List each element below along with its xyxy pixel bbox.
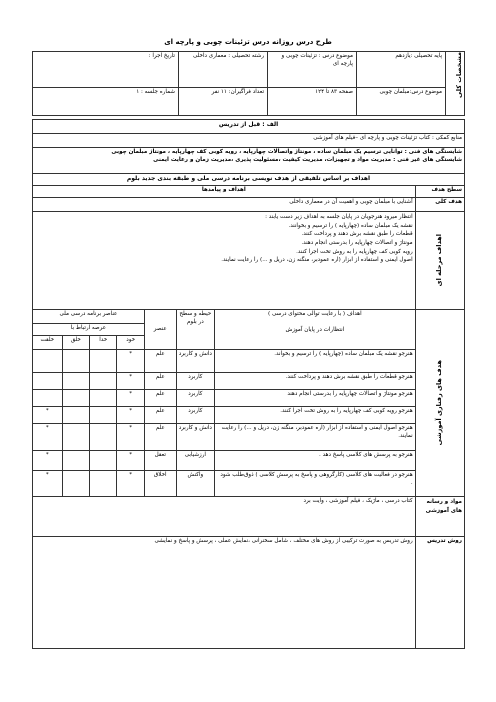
pages-cell: صفحه ۸۳ تا ۱۲۴ <box>268 88 357 116</box>
learners-cell: تعداد فراگیران: ۱۱ نفر <box>179 88 268 116</box>
goals-seq-header: اهداف ( با رعایت توالی محتوای درسی ) <box>268 311 362 317</box>
table-row <box>33 373 465 390</box>
row-creation <box>62 350 89 373</box>
expectations-header: انتظارات در پایان آموزش <box>285 326 345 333</box>
page-title: طرح درس روزانه درس تزئینات چوبی و پارچه ای <box>164 38 332 46</box>
row-self: * <box>117 350 144 373</box>
field-cell: رشته تحصیلی : معماری داخلی <box>179 52 268 88</box>
grade-cell: پایه تحصیلی :یازدهم <box>357 52 446 88</box>
session-cell: شماره جلسه : ۱ <box>33 88 179 116</box>
row-creation <box>62 424 89 451</box>
god-header: خدا <box>90 336 117 350</box>
nature-header: خلقت <box>33 336 63 350</box>
row-goal: هنرجو مونتاژ و اتصالات چهارپایه را بدرستی انجام دهند <box>215 390 416 407</box>
row-creation <box>62 407 89 424</box>
general-section-label: مشخصات کلی <box>455 52 464 98</box>
row-element: علم <box>144 407 176 424</box>
row-goal: هنرجو در فعالیت های کلاسی (کارگروهی و پاسخ به پرسش کلاسی ) ذوق‌طلب شود . <box>215 471 416 497</box>
row-god <box>90 350 117 373</box>
row-domain: کاربرد <box>176 373 214 390</box>
skills-row <box>33 148 465 174</box>
general-section-label-cell <box>446 52 465 116</box>
lesson-topic-cell: موضوع درس : تزئینات چوبی و پارچه ای <box>268 52 357 88</box>
row-self: * <box>117 407 144 424</box>
row-nature: * <box>33 424 63 451</box>
stage-goal-item: قطعات را طبق نقشه برش دهند و پرداخت کنند. <box>301 231 413 238</box>
table-row <box>33 407 465 424</box>
table-row <box>33 471 465 497</box>
creation-header: خلق <box>62 336 89 350</box>
sources-row: منابع کمکی : کتاب تزئینات چوبی و پارچه ای –فیلم های آموزشی <box>33 134 465 148</box>
row-god <box>90 424 117 451</box>
row-goal: هنرجو اصول ایمنی و استفاده از ابزار (اره عمودبر، منگنه زن، دریل و ...) را رعایت نمایند. <box>215 424 416 451</box>
realm-header: عرصه ارتباط با <box>33 324 145 336</box>
national-curriculum-header: عناصر برنامه درسی ملی <box>33 310 145 324</box>
behavior-goals-label-cell <box>415 310 464 497</box>
behavior-goals-label: هدف های رفتاری آموزشی <box>435 360 444 446</box>
goals-label: اهداف و پیامدها <box>33 186 416 198</box>
row-nature <box>33 350 63 373</box>
row-goal: هنرجو قطعات را طبق نقشه برش دهند و پرداخت کنند. <box>215 373 416 390</box>
row-element: علم <box>144 350 176 373</box>
row-god <box>90 407 117 424</box>
non-technical-skills: شایستگی های غیر فنی : مدیریت مواد و تجهیزات، مدیریت کیفیت ،مسئولیت پذیری ،مدیریت زمان و رعایت ایمنی <box>153 156 462 163</box>
row-creation <box>62 451 89 471</box>
row-domain: ارزشیابی <box>176 451 214 471</box>
row-self: * <box>117 471 144 497</box>
general-goal: آشنایی با مبلمان چوبی و اهمیت آن در معماری داخلی <box>33 198 416 212</box>
row-element: علم <box>144 390 176 407</box>
method-label: روش تدریس <box>415 537 464 649</box>
stage-goal-item: انتظار میرود هنرجویان در پایان جلسه به اهداف زیر دست یابند : <box>265 214 413 220</box>
row-goal: هنرجو رویه کوبی کف چهارپایه را به روش تخت اجرا کنند. <box>215 407 416 424</box>
stage-goal-item: رویه کوبی کف چهارپایه را به روش تخت اجرا کنند. <box>296 248 413 255</box>
row-god <box>90 451 117 471</box>
row-self: * <box>117 373 144 390</box>
stage-goal-item: مونتاژ و اتصالات چهارپایه را بدرستی انجام دهند. <box>301 239 413 246</box>
row-creation <box>62 471 89 497</box>
domain-header: حیطه و سطح در بلوم <box>176 310 214 350</box>
row-nature <box>33 373 63 390</box>
stage-goal-item: اصول ایمنی و استفاده از ابزار (اره عمودبر، منگنه زن، دریل و ...) را رعایت نمایند. <box>221 257 413 264</box>
row-nature: * <box>33 451 63 471</box>
general-info-table <box>32 51 465 116</box>
row-goal: هنرجو نقشه یک مبلمان ساده (چهارپایه ) را ترسیم و بخواند. <box>215 350 416 373</box>
table-row <box>33 451 465 471</box>
main-plan-table <box>32 119 465 649</box>
row-nature: * <box>33 407 63 424</box>
self-header: خود <box>117 336 144 350</box>
row-element: علم <box>144 373 176 390</box>
section-a-heading: الف : قبل از تدریس <box>33 120 465 134</box>
date-cell: تاریخ اجرا : <box>33 52 179 88</box>
row-element: اخلاق <box>144 471 176 497</box>
row-self: * <box>117 424 144 451</box>
goal-level-label: سطح هدف <box>415 186 464 198</box>
method-cell: روش تدریس به صورت ترکیبی از روش های مختلف ، شامل سخنرانی ،نمایش عملی ، پرسش و پاسخ و نمایشی <box>33 537 416 649</box>
table-row <box>33 390 465 407</box>
row-element: تعقل <box>144 451 176 471</box>
row-creation <box>62 373 89 390</box>
row-domain: واکنش <box>176 471 214 497</box>
subject-cell: موضوع درس:مبلمان چوبی <box>357 88 446 116</box>
table-row <box>33 424 465 451</box>
row-god <box>90 390 117 407</box>
stage-goals-cell <box>33 212 416 310</box>
row-god <box>90 373 117 390</box>
technical-skills: شایستگی های فنی : توانایی ترسیم یک مبلمان ساده ، مونتاژ واتصالات چهارپایه ، رویه کوبی کف چهارپایه ، مونتاژ مبلمان چوبی <box>111 149 462 155</box>
row-domain: دانش و کاربرد <box>176 424 214 451</box>
stage-goals-label-cell <box>415 212 464 310</box>
row-self: * <box>117 451 144 471</box>
row-goal: هنرجو به پرسش های کلاسی پاسخ دهد . <box>215 451 416 471</box>
row-self: * <box>117 390 144 407</box>
general-goal-label: هدف کلی <box>415 198 464 212</box>
row-nature <box>33 390 63 407</box>
row-nature: * <box>33 471 63 497</box>
stage-goal-item: نقشه یک مبلمان ساده (چهارپایه ) را ترسیم و بخوانند. <box>288 222 413 229</box>
row-element: علم <box>144 424 176 451</box>
row-domain: کاربرد <box>176 390 214 407</box>
materials-cell: کتاب درسی ، ماژیک ، فیلم آموزشی ، وایت برد <box>33 497 416 537</box>
row-domain: دانش و کاربرد <box>176 350 214 373</box>
row-domain: کاربرد <box>176 407 214 424</box>
row-god <box>90 471 117 497</box>
materials-label: مواد و رسانه های آموزشی <box>415 497 464 537</box>
goals-header-cell <box>215 310 416 350</box>
row-creation <box>62 390 89 407</box>
table-row <box>33 350 465 373</box>
element-header: عنصر <box>144 310 176 350</box>
stage-goals-label: اهداف مرحله ای <box>435 234 444 287</box>
bloom-title: اهداف بر اساس تلفیقی از هدف نویسی برنامه درسی ملی و طبقه بندی جدید بلوم <box>33 174 465 186</box>
